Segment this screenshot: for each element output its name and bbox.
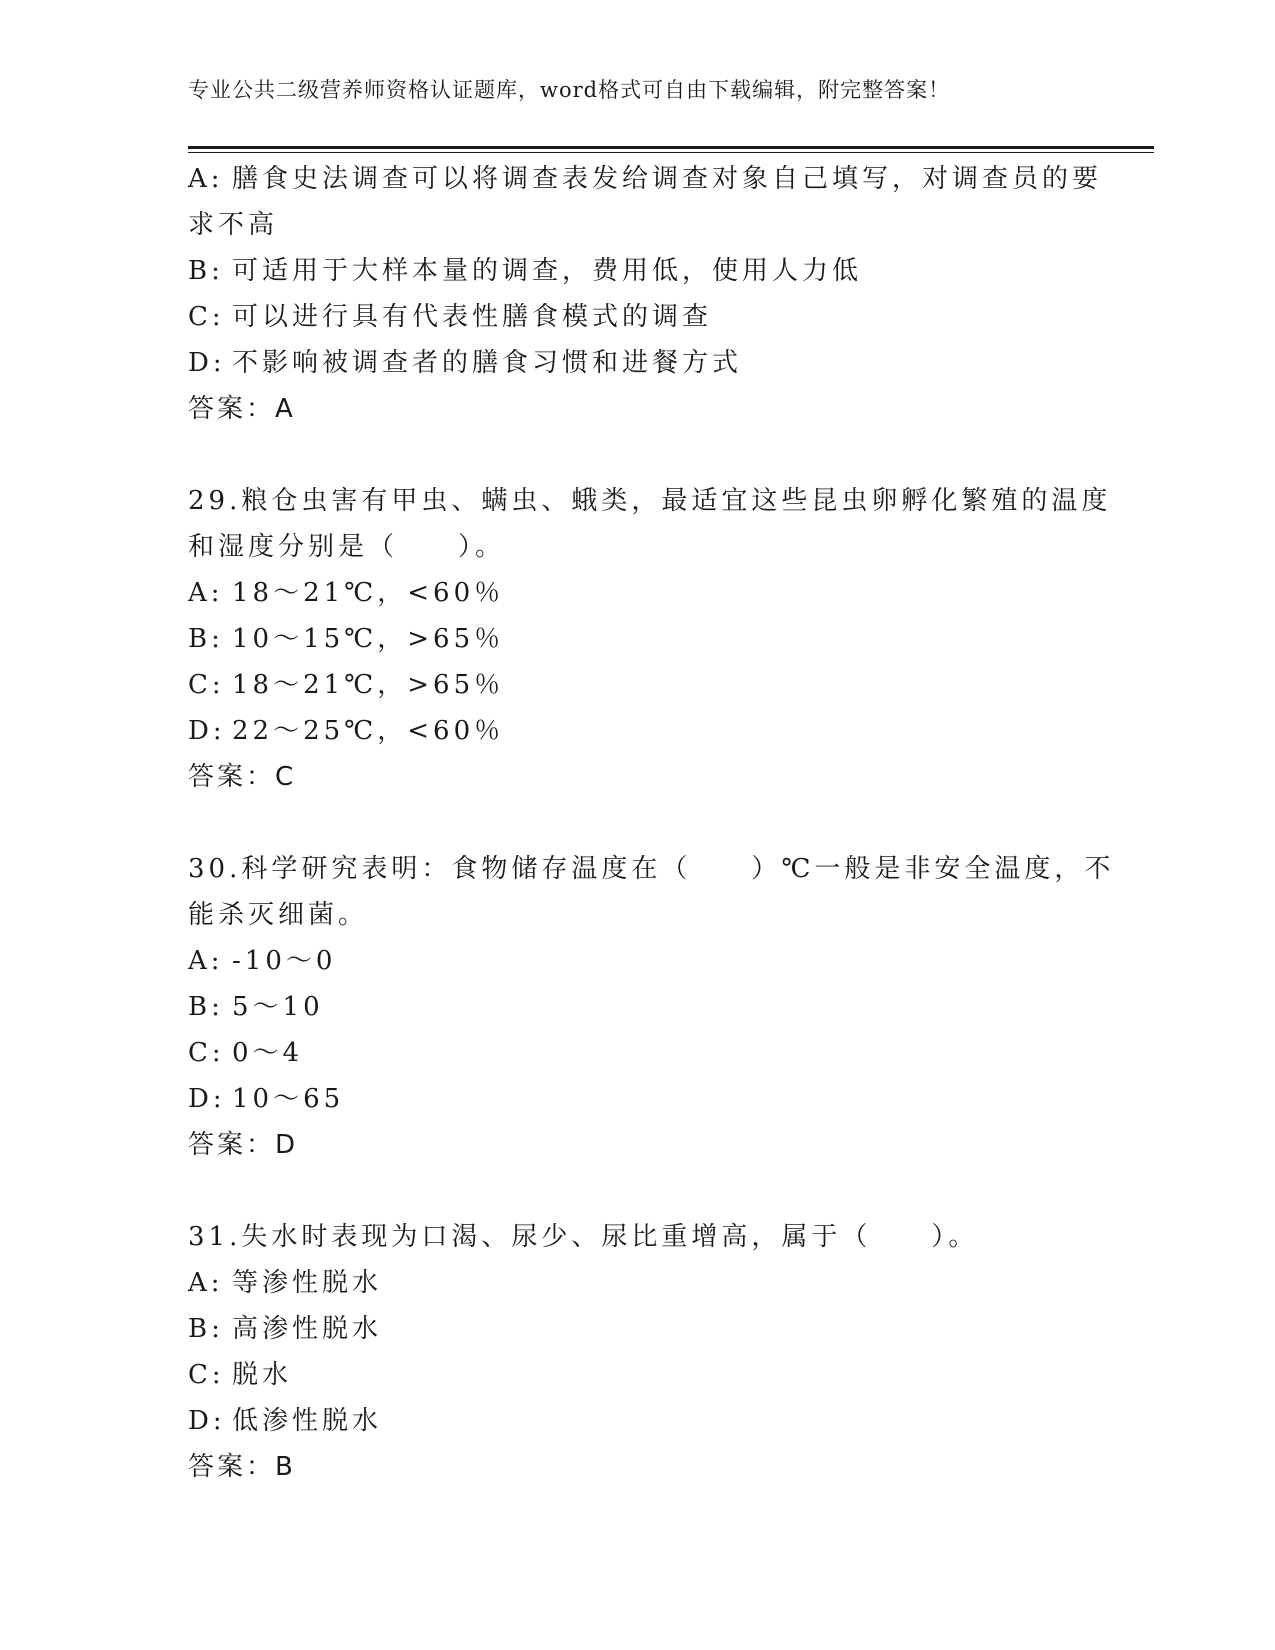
question-28 (188, 156, 1103, 432)
option-d: D: 低渗性脱水 (188, 1406, 383, 1436)
spacer (188, 800, 1088, 846)
header-rule-thick (188, 146, 1154, 149)
question-31 (188, 1214, 1088, 1490)
answer: 答案：D (188, 1130, 299, 1160)
question-stem-continuation: 和湿度分别是（ ）。 (188, 532, 506, 562)
option-d: D: 10～65 (188, 1084, 345, 1114)
option-a: A: 18～21℃，<60％ (188, 578, 505, 608)
question-stem: 31.失水时表现为口渴、尿少、尿比重增高，属于（ ）。 (188, 1222, 979, 1252)
question-30 (188, 846, 1115, 1168)
question-stem: 29.粮仓虫害有甲虫、螨虫、蛾类，最适宜这些昆虫卵孵化繁殖的温度 (188, 486, 1112, 516)
page-header: 专业公共二级营养师资格认证题库，word格式可自由下载编辑，附完整答案！ (188, 78, 951, 102)
answer: 答案：B (188, 1452, 296, 1482)
option-a: A: -10～0 (188, 946, 337, 976)
option-a: A: 等渗性脱水 (188, 1268, 383, 1298)
option-c: C: 18～21℃，>65％ (188, 670, 505, 700)
question-stem-continuation: 能杀灭细菌。 (188, 900, 369, 930)
answer: 答案：C (188, 762, 297, 792)
option-c: C: 0～4 (188, 1038, 304, 1068)
option-b: B: 高渗性脱水 (188, 1314, 383, 1344)
option-c: C: 可以进行具有代表性膳食模式的调查 (188, 302, 713, 332)
spacer (188, 432, 1088, 478)
option-b: B: 10～15℃，>65％ (188, 624, 505, 654)
option-b: B: 可适用于大样本量的调查，费用低，使用人力低 (188, 256, 863, 286)
option-d: D: 22～25℃，<60％ (188, 716, 505, 746)
question-29 (188, 478, 1112, 800)
option-d: D: 不影响被调查者的膳食习惯和进餐方式 (188, 348, 743, 378)
header-rule-thin (188, 152, 1154, 153)
answer: 答案：A (188, 394, 296, 424)
spacer (188, 1168, 1088, 1214)
question-stem: 30.科学研究表明：食物储存温度在（ ）℃一般是非安全温度，不 (188, 854, 1115, 884)
option-b: B: 5～10 (188, 992, 324, 1022)
option-a-continuation: 求不高 (188, 210, 279, 240)
option-a: A: 膳食史法调查可以将调查表发给调查对象自己填写，对调查员的要 (188, 164, 1103, 194)
question-content (188, 156, 1115, 1490)
option-c: C: 脱水 (188, 1360, 293, 1390)
